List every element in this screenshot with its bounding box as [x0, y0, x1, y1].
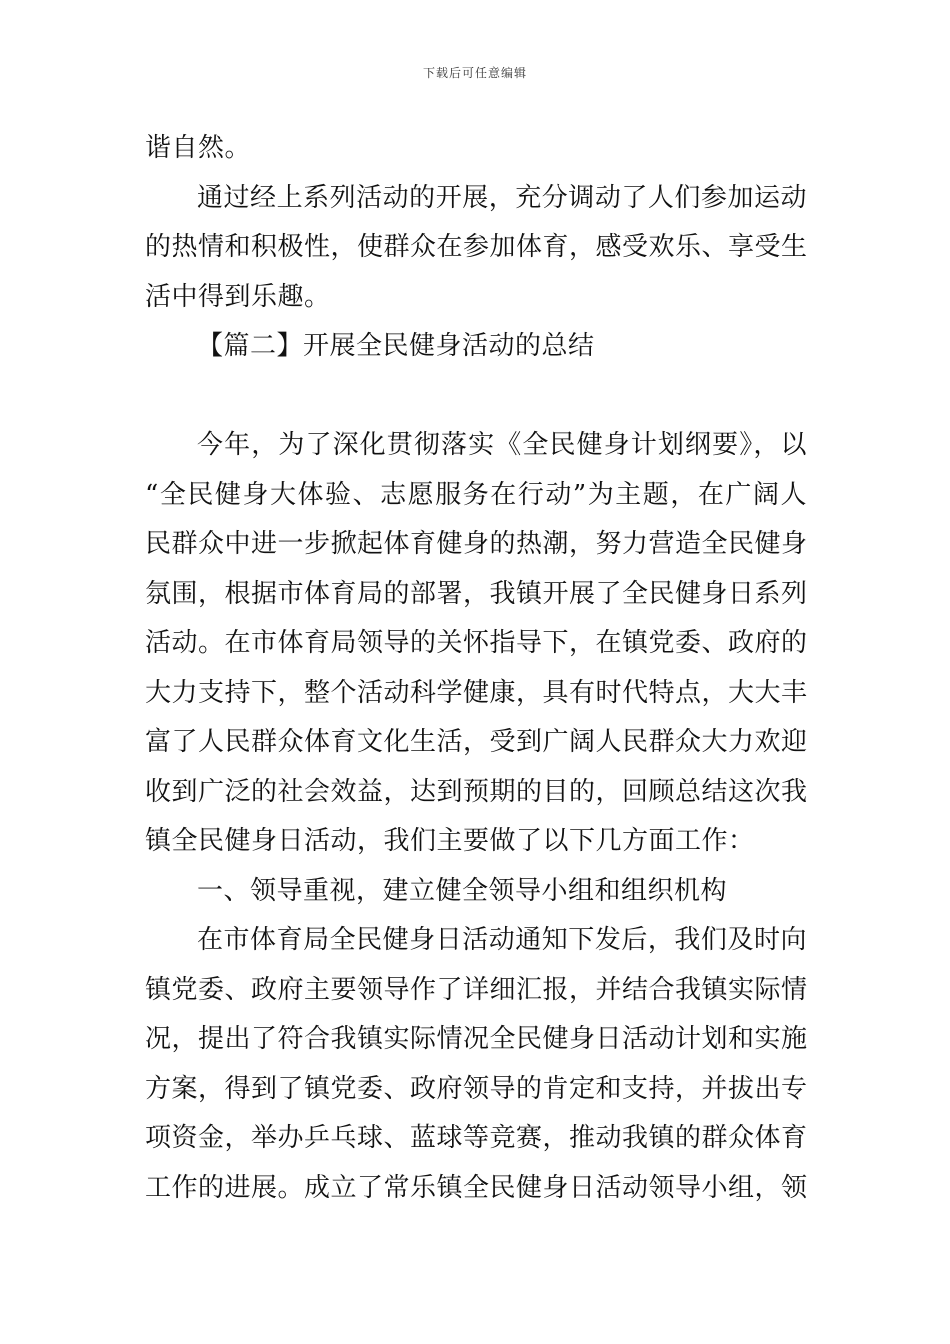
- text-line: 活动。在市体育局领导的关怀指导下，在镇党委、政府的: [145, 628, 808, 658]
- page-header-note: 下载后可任意编辑: [422, 66, 527, 80]
- text-line: 活中得到乐趣。: [145, 281, 331, 312]
- section-heading: 【篇二】开展全民健身活动的总结: [197, 331, 595, 361]
- text-line: 镇全民健身日活动，我们主要做了以下几方面工作：: [145, 826, 755, 856]
- text-line: 方案，得到了镇党委、政府领导的肯定和支持，并拔出专: [145, 1073, 808, 1104]
- text-line: 项资金，举办乒乓球、蓝球等竞赛，推动我镇的群众体育: [145, 1123, 808, 1153]
- subsection-heading: 一、领导重视，建立健全领导小组和组织机构: [197, 875, 728, 906]
- text-line: 的热情和积极性，使群众在参加体育，感受欢乐、享受生: [145, 232, 808, 262]
- text-line: 工作的进展。成立了常乐镇全民健身日活动领导小组，领: [145, 1172, 808, 1203]
- paragraph-first-line: 今年，为了深化贯彻落实《全民健身计划纲要》，以: [197, 430, 807, 460]
- text-line: 富了人民群众体育文化生活，受到广阔人民群众大力欢迎: [145, 727, 808, 757]
- text-line: “全民健身大体验、志愿服务在行动”为主题，在广阔人: [145, 479, 807, 510]
- text-line: 大力支持下，整个活动科学健康，具有时代特点，大大丰: [145, 677, 808, 708]
- document-body: [145, 124, 807, 1213]
- text-line: 民群众中进一步掀起体育健身的热潮，努力营造全民健身: [145, 529, 808, 559]
- text-line: 况，提出了符合我镇实际情况全民健身日活动计划和实施: [145, 1024, 808, 1054]
- text-line: 镇党委、政府主要领导作了详细汇报，并结合我镇实际情: [145, 974, 808, 1005]
- text-line: 收到广泛的社会效益，达到预期的目的，回顾总结这次我: [145, 776, 808, 807]
- blank-line: [145, 372, 807, 422]
- text-line: 谐自然。: [145, 133, 252, 163]
- paragraph-first-line: 通过经上系列活动的开展，充分调动了人们参加运动: [197, 182, 807, 213]
- paragraph-first-line: 在市体育局全民健身日活动通知下发后，我们及时向: [197, 925, 807, 955]
- text-line: 氛围，根据市体育局的部署，我镇开展了全民健身日系列: [145, 578, 808, 609]
